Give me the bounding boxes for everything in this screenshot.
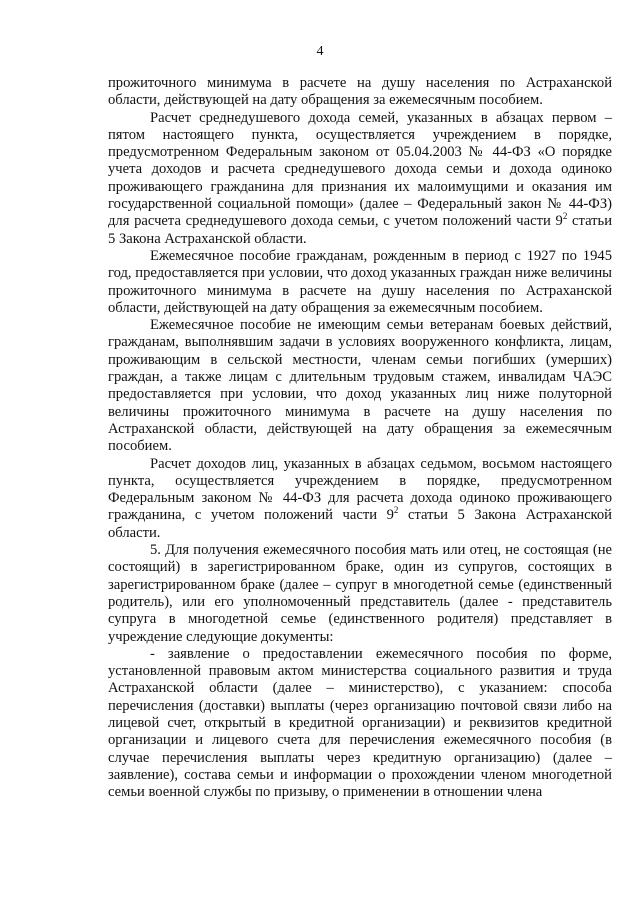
paragraph-application-list-item <box>108 646 612 802</box>
page-number: 4 <box>316 44 324 59</box>
superscript: 2 <box>393 505 399 516</box>
paragraph-text: прожиточного минимума в расчете на душу населения по Астраханской области, действующей на дату обращения за ежемесячным пособием. <box>108 75 612 109</box>
paragraph-born-1927-1945 <box>108 248 612 317</box>
paragraph-continuation <box>108 75 612 110</box>
paragraph-text: Расчет среднедушевого дохода семей, указанных в абзацах первом – пятом настоящего пункта, осуществляется учреждением в порядке, предусмотренном Федеральным законом от 05.04.2003 № 44-ФЗ «О порядке учета доходов и расчета среднедушевого дохода семьи и дохода одиноко проживающего гражданина для признания их малоимущими и оказания им государственной социальной помощи» (далее – Федеральный закон № 44-ФЗ) для расчета среднедушевого дохода семьи, с учетом положений части 9 <box>108 109 612 230</box>
paragraph-text: Расчет доходов лиц, указанных в абзацах седьмом, восьмом настоящего пункта, осуществляется учреждением в порядке, предусмотренном Федеральным законом № 44-ФЗ для расчета дохода одиноко проживающего гражданина, с учетом положений части 9 <box>108 455 612 524</box>
superscript: 2 <box>562 211 568 222</box>
document-body <box>108 75 612 801</box>
paragraph-text: Ежемесячное пособие гражданам, рожденным в период с 1927 по 1945 год, предоставляется при условии, что доход указанных граждан ниже величины прожиточного минимума в расчете на душу населения по Астраханской области, действующей на дату обращения за ежемесячным пособием. <box>108 247 612 316</box>
paragraph-text-tail: статьи 5 Закона Астраханской области. <box>108 507 612 541</box>
paragraph-text-tail: статьи 5 Закона Астраханской области. <box>108 213 613 247</box>
paragraph-item-5 <box>108 542 612 646</box>
paragraph-text: Ежемесячное пособие не имеющим семьи ветеранам боевых действий, гражданам, выполнявшим задачи в условиях вооруженного конфликта, лицам, проживающим в сельской местности, членам семьи погибших (умерших) граждан, а также лицам с длительным трудовым стажем, инвалидам ЧАЭС предоставляется при условии, что доход указанных лиц ниже полуторной величины прожиточного минимума в расчете на душу населения по Астраханской области, действующей на дату обращения за ежемесячным пособием. <box>108 317 612 455</box>
paragraph-text: 5. Для получения ежемесячного пособия мать или отец, не состоящая (не состоящий) в зарегистрированном браке, один из супругов, состоящих в зарегистрированном браке (далее – супруг в многодетной семье (единственный родитель), или его уполномоченный представитель (далее - представитель супруга в многодетной семье (единственного родителя) представляет в учреждение следующие документы: <box>108 542 612 645</box>
paragraph-text: - заявление о предоставлении ежемесячного пособия по форме, установленной правовым актом министерства социального развития и труда Астраханской области (далее – министерство), с указанием: способа перечисления (доставки) выплаты (через организацию почтовой связи либо на лицевой счет, открытый в кредитной организации) и реквизитов кредитной организации и лицевого счета для перечисления ежемесячного пособия (в случае перечисления выплаты через кредитную организацию) (далее – заявление), состава семьи и информации о прохождении членом многодетной семьи военной службы по призыву, о применении в отношении члена <box>108 645 612 801</box>
paragraph-veterans <box>108 317 612 455</box>
paragraph-income-calculation <box>108 110 612 248</box>
paragraph-income-persons <box>108 456 612 542</box>
